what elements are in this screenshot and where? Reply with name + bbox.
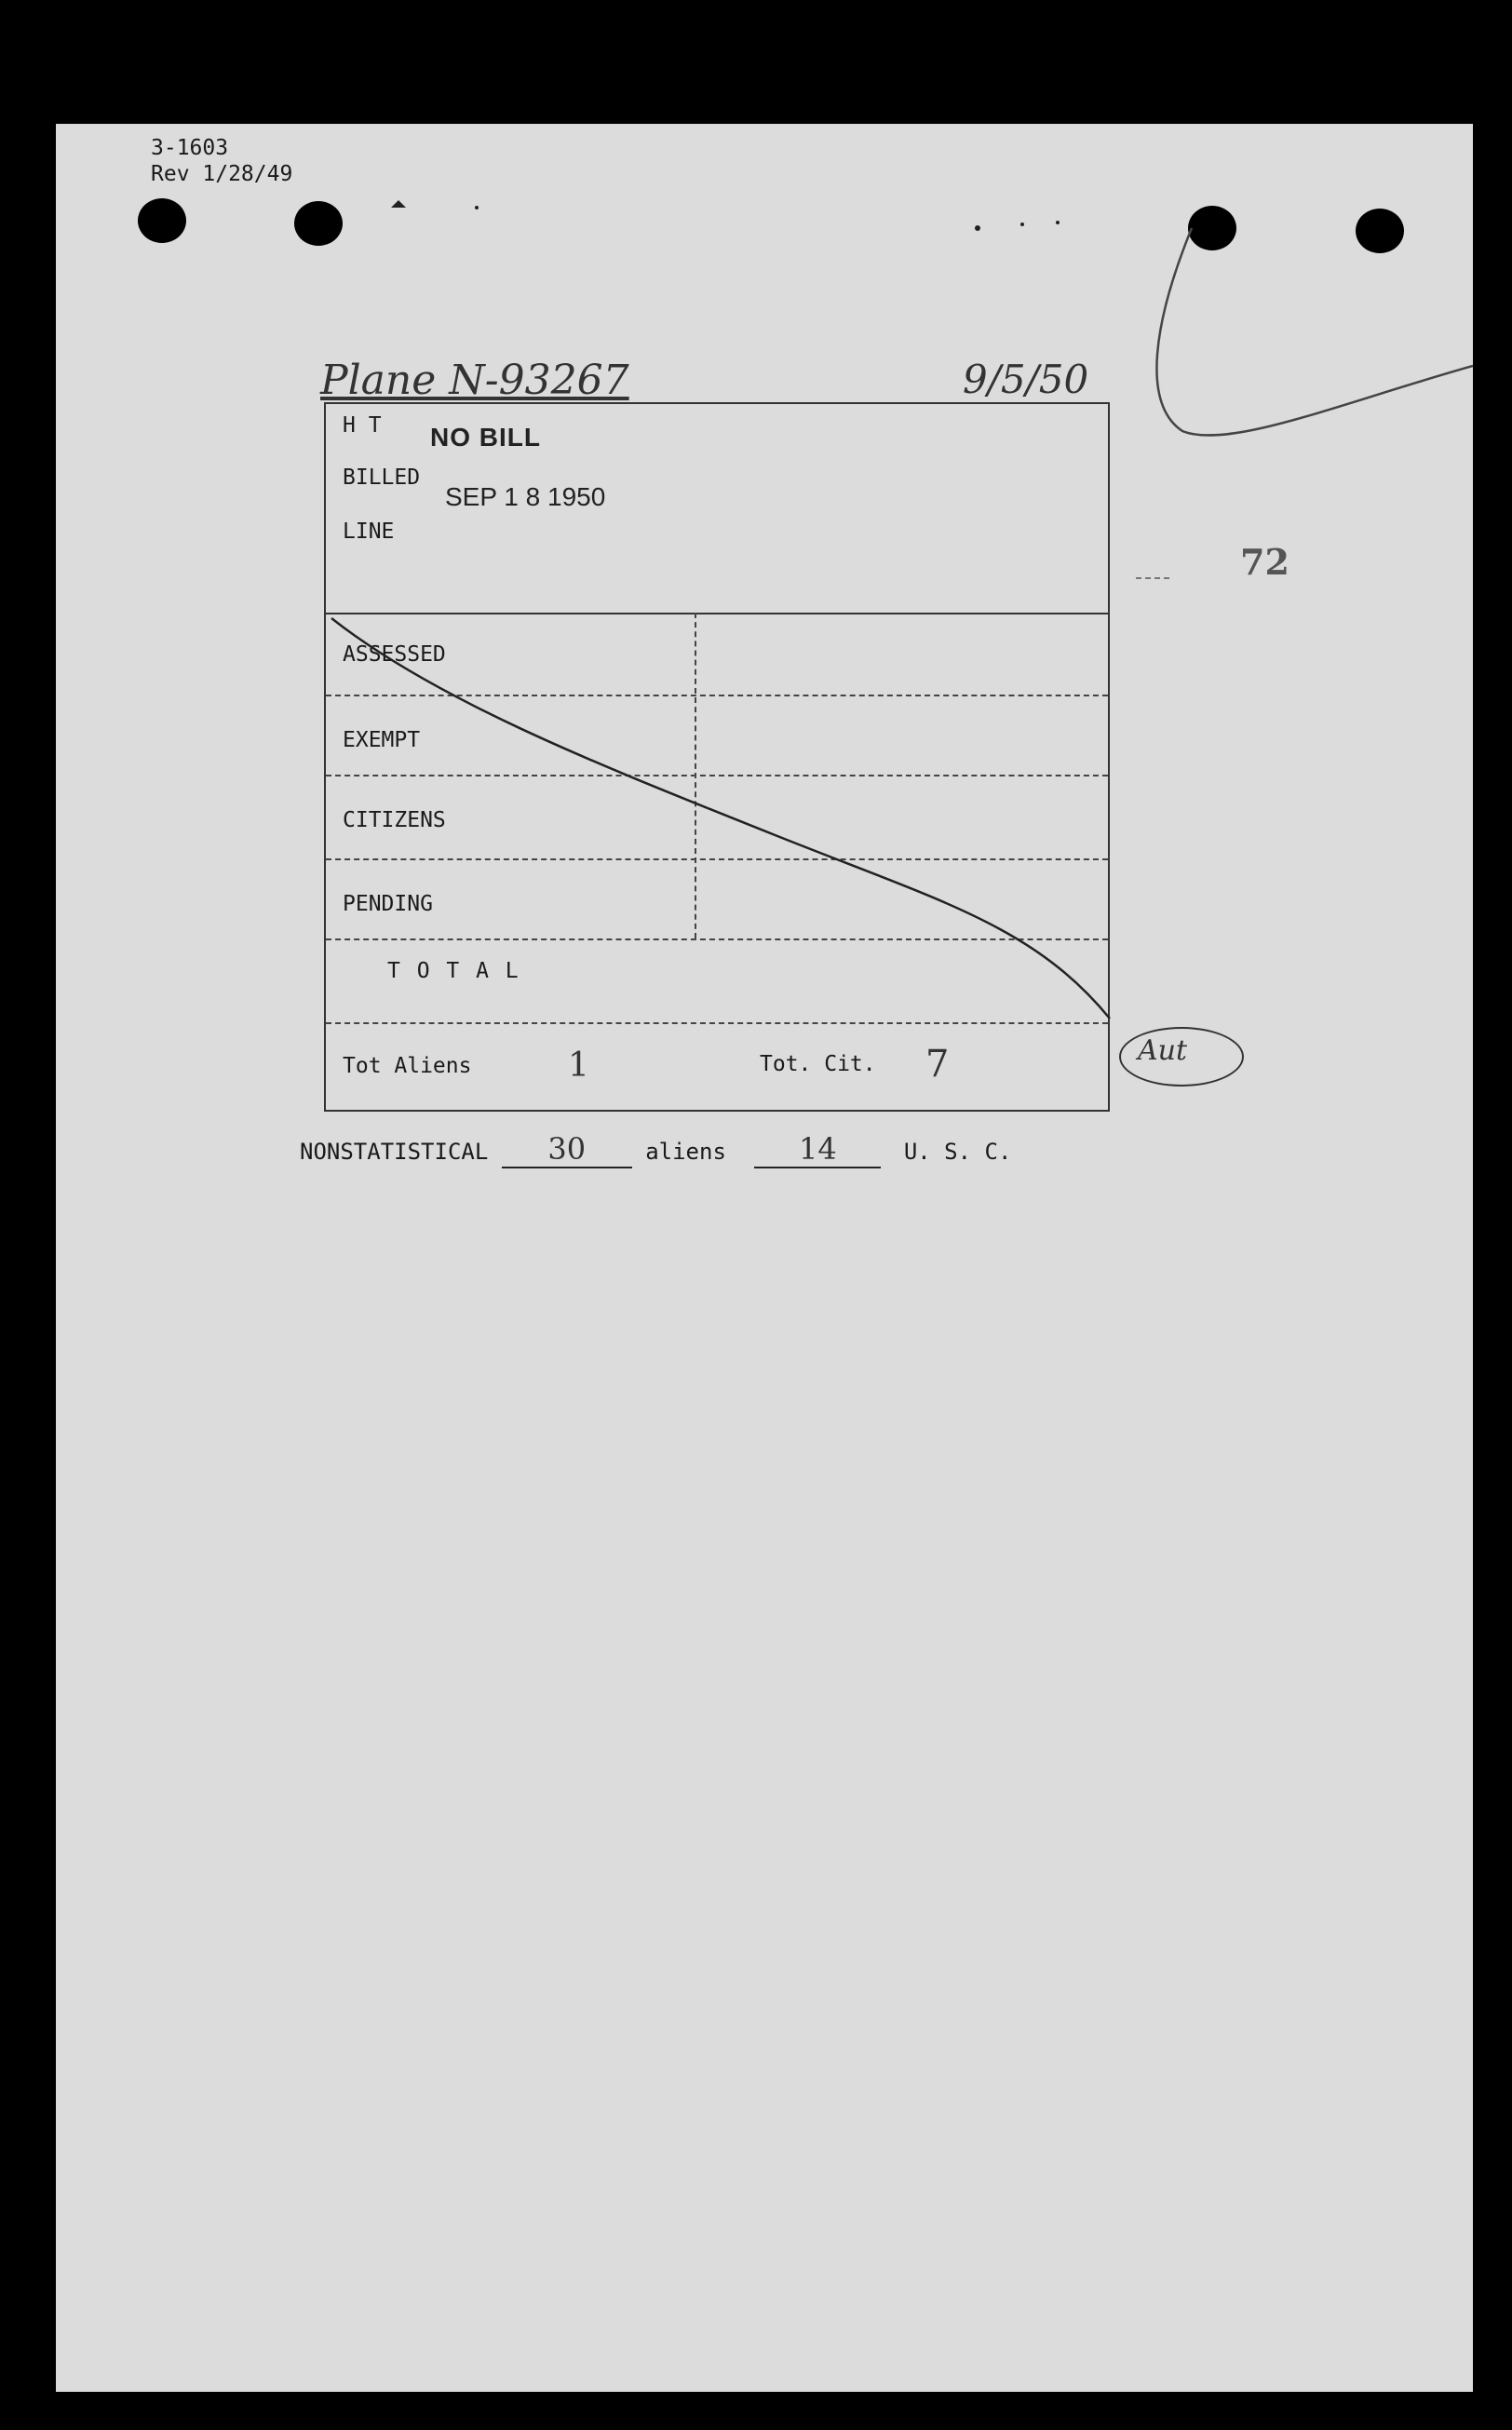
initials-oval (1119, 1027, 1244, 1087)
form-number: 3-1603 (151, 136, 229, 160)
label-ht: H T (343, 413, 382, 438)
nonstatistical-aliens-value: 30 (547, 1131, 587, 1167)
label-billed: BILLED (343, 466, 421, 490)
nonstatistical-usc-label: U. S. C. (903, 1139, 1012, 1165)
handwritten-date: 9/5/50 (963, 357, 1089, 402)
stamp-billed-date: SEP 1 8 1950 (445, 482, 606, 511)
total-label: T O T A L (387, 959, 520, 983)
form-revision: Rev 1/28/49 (151, 162, 293, 186)
census-form-box (324, 402, 1110, 1112)
nonstatistical-label: NONSTATISTICAL (300, 1139, 489, 1165)
tot-aliens-value: 1 (568, 1046, 589, 1085)
handwritten-initials: Aut (1138, 1034, 1188, 1067)
row-label-pending: PENDING (343, 892, 433, 916)
handwritten-plane-number: Plane N-93267 (320, 357, 629, 404)
row-label-assessed: ASSESSED (343, 642, 446, 667)
tot-cit-label: Tot. Cit. (760, 1052, 876, 1076)
row-label-citizens: CITIZENS (343, 808, 446, 832)
tot-aliens-label: Tot Aliens (343, 1054, 472, 1078)
label-line: LINE (343, 520, 395, 544)
strike-through-line (326, 404, 1112, 1114)
tot-cit-value: 7 (925, 1043, 950, 1086)
stamp-no-bill: NO BILL (430, 423, 541, 452)
row-label-exempt: EXEMPT (343, 728, 421, 752)
document-page (56, 124, 1473, 2392)
nonstatistical-aliens-label: aliens (645, 1139, 726, 1165)
nonstatistical-line (300, 1131, 1011, 1168)
nonstatistical-usc-value: 14 (799, 1131, 837, 1167)
page-number: 72 (1240, 541, 1289, 583)
